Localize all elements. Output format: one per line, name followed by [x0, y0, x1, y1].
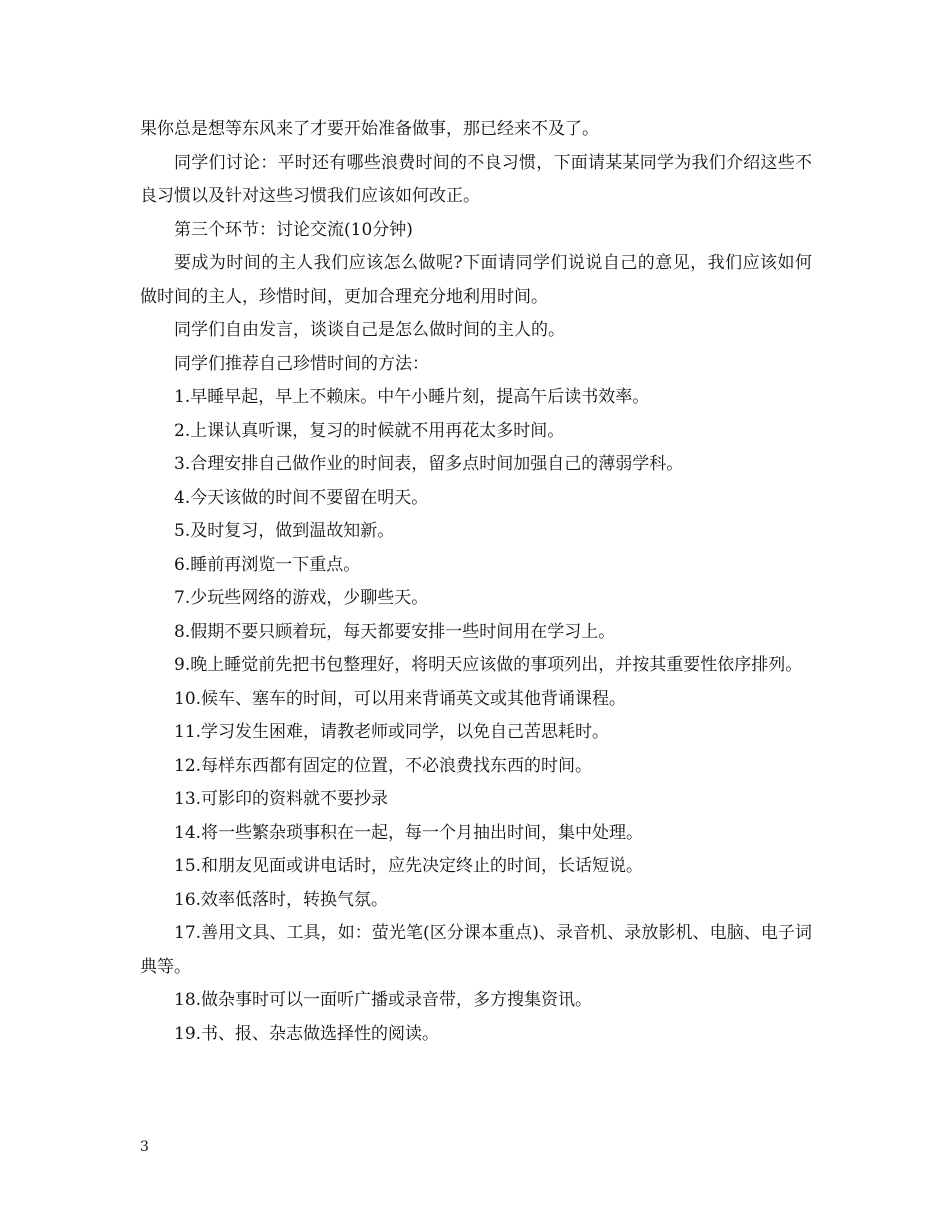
paragraph: 果你总是想等东风来了才要开始准备做事，那已经来不及了。 [140, 119, 599, 139]
list-item: 18.做杂事时可以一面听广播或录音带，多方搜集资讯。 [174, 990, 593, 1010]
list-item: 9.晚上睡觉前先把书包整理好，将明天应该做的事项列出，并按其重要性依序排列。 [174, 655, 803, 675]
paragraph: 同学们推荐自己珍惜时间的方法： [174, 353, 429, 374]
list-item: 14.将一些繁杂琐事积在一起，每一个月抽出时间，集中处理。 [174, 822, 644, 843]
list-item: 16.效率低落时，转换气氛。 [174, 889, 389, 910]
list-item: 11.学习发生困难，请教老师或同学，以免自己苦思耗时。 [174, 722, 610, 742]
list-item: 17.善用文具、工具，如：萤光笔(区分课本重点)、录音机、录放影机、电脑、电子词典等。 [140, 923, 812, 977]
list-item: 15.和朋友见面或讲电话时，应先决定终止的时间，长话短说。 [174, 856, 644, 876]
list-item: 1.早睡早起，早上不赖床。中午小睡片刻，提高午后读书效率。 [174, 387, 650, 407]
list-item: 5.及时复习，做到温故知新。 [174, 521, 395, 541]
list-item: 6.睡前再浏览一下重点。 [174, 554, 361, 575]
paragraph: 同学们自由发言，谈谈自己是怎么做时间的主人的。 [174, 320, 565, 340]
page-number: 3 [140, 1139, 149, 1155]
list-item: 4.今天该做的时间不要留在明天。 [174, 487, 429, 508]
list-item: 7.少玩些网络的游戏，少聊些天。 [174, 588, 429, 608]
list-item: 10.候车、塞车的时间，可以用来背诵英文或其他背诵课程。 [174, 688, 627, 709]
paragraph: 同学们讨论：平时还有哪些浪费时间的不良习惯，下面请某某同学为我们介绍这些不良习惯以及针对这些习惯我们应该如何改正。 [140, 152, 812, 206]
list-item: 2.上课认真听课，复习的时候就不用再花太多时间。 [174, 420, 565, 441]
list-item: 19.书、报、杂志做选择性的阅读。 [174, 1023, 440, 1044]
list-item: 3.合理安排自己做作业的时间表，留多点时间加强自己的薄弱学科。 [174, 454, 684, 474]
list-item: 8.假期不要只顾着玩，每天都要安排一些时间用在学习上。 [174, 621, 616, 642]
list-item: 12.每样东西都有固定的位置，不必浪费找东西的时间。 [174, 755, 593, 776]
list-item: 13.可影印的资料就不要抄录 [174, 789, 389, 809]
section-heading: 第三个环节：讨论交流(10分钟) [174, 219, 413, 240]
document-body [140, 113, 812, 1051]
paragraph: 要成为时间的主人我们应该怎么做呢?下面请同学们说说自己的意见，我们应该如何做时间的主人，珍惜时间，更加合理充分地利用时间。 [140, 253, 812, 307]
